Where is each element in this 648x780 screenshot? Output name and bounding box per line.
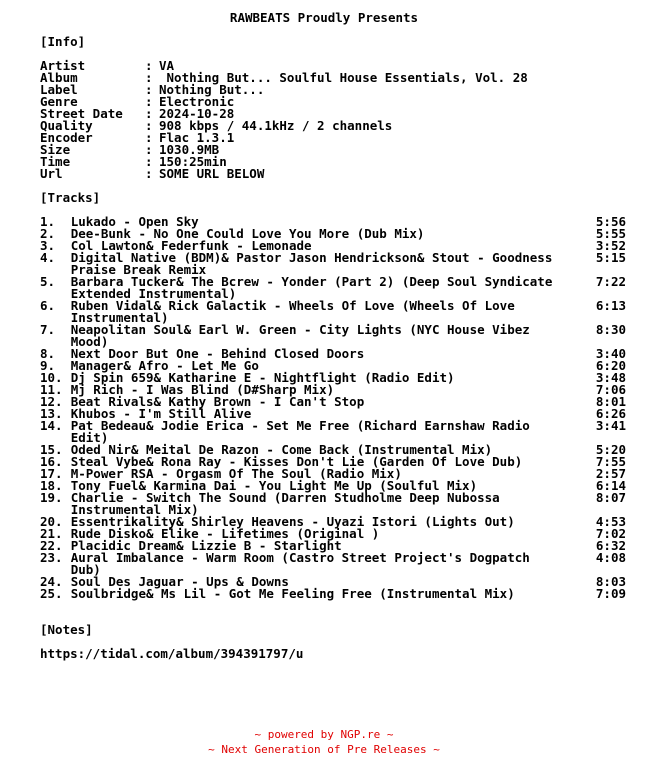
info-value: SOME URL BELOW (159, 166, 265, 181)
tracklist (40, 216, 638, 600)
track-number: 21. (40, 526, 63, 541)
track-number: 6. (40, 298, 56, 313)
track-title: Dee-Bunk - No One Could Love You More (Dub Mix) (70, 226, 425, 241)
track-number: 2. (40, 226, 56, 241)
track-duration: 7:02 (595, 526, 626, 541)
track-title: Digital Native (BDM)& Pastor Jason Hendrickson& Stout - Goodness Praise Break Remix (70, 250, 553, 277)
track-duration: 7:55 (595, 454, 626, 469)
track-title: Steal Vybe& Rona Ray - Kisses Don't Lie (Garden Of Love Dub) (70, 454, 523, 469)
tracks-heading: [Tracks] (40, 190, 101, 205)
nfo-header: RAWBEATS Proudly Presents (229, 10, 419, 25)
info-key: Size (40, 142, 71, 157)
track-number: 12. (40, 394, 63, 409)
track-duration: 5:56 (595, 214, 626, 229)
track-row (40, 420, 638, 444)
info-row (40, 72, 528, 84)
info-separator: : (145, 106, 153, 121)
track-number: 11. (40, 382, 63, 397)
track-duration: 8:01 (595, 394, 626, 409)
info-separator: : (145, 154, 153, 169)
track-title: Aural Imbalance - Warm Room (Castro Street Project's Dogpatch Dub) (70, 550, 530, 577)
track-number: 4. (40, 250, 56, 265)
track-number: 8. (40, 346, 56, 361)
info-separator: : (145, 166, 153, 181)
info-row (40, 168, 528, 180)
info-value: Nothing But... (159, 82, 265, 97)
track-title: Dj Spin 659& Katharine E - Nightflight (Radio Edit) (70, 370, 455, 385)
track-number: 9. (40, 358, 56, 373)
track-title: Beat Rivals& Kathy Brown - I Can't Stop (70, 394, 365, 409)
track-duration: 4:08 (595, 550, 626, 565)
info-key: Album (40, 70, 78, 85)
track-title: Col Lawton& Federfunk - Lemonade (70, 238, 312, 253)
info-heading: [Info] (40, 34, 86, 49)
track-duration: 3:41 (595, 418, 626, 433)
info-row (40, 84, 528, 96)
track-duration: 3:40 (595, 346, 626, 361)
footer-powered-by: ~ powered by NGP.re ~ (254, 728, 394, 741)
track-duration: 6:14 (595, 478, 626, 493)
info-row (40, 144, 528, 156)
track-duration: 3:48 (595, 370, 626, 385)
info-separator: : (145, 70, 153, 85)
track-title: M-Power RSA - Orgasm Of The Soul (Radio Mix) (70, 466, 402, 481)
track-title: Mj Rich - I Was Blind (D#Sharp Mix) (70, 382, 335, 397)
track-number: 7. (40, 322, 56, 337)
info-key: Url (40, 166, 63, 181)
track-title: Tony Fuel& Karmina Dai - You Light Me Up (Soulful Mix) (70, 478, 478, 493)
info-separator: : (145, 118, 153, 133)
info-key: Time (40, 154, 71, 169)
info-value: 2024-10-28 (159, 106, 235, 121)
track-number: 22. (40, 538, 63, 553)
track-title: Khubos - I'm Still Alive (70, 406, 252, 421)
track-duration: 8:03 (595, 574, 626, 589)
info-value: Electronic (159, 94, 235, 109)
track-number: 10. (40, 370, 63, 385)
info-separator: : (145, 82, 153, 97)
track-title: Next Door But One - Behind Closed Doors (70, 346, 365, 361)
track-title: Lukado - Open Sky (70, 214, 199, 229)
track-duration: 2:57 (595, 466, 626, 481)
track-row (40, 492, 638, 516)
info-block (40, 60, 528, 180)
track-duration: 7:06 (595, 382, 626, 397)
track-duration: 5:15 (595, 250, 626, 265)
track-number: 25. (40, 586, 63, 601)
track-duration: 6:13 (595, 298, 626, 313)
track-duration: 8:30 (595, 322, 626, 337)
track-number: 18. (40, 478, 63, 493)
track-duration: 5:20 (595, 442, 626, 457)
track-title: Soulbridge& Ms Lil - Got Me Feeling Free (Instrumental Mix) (70, 586, 515, 601)
info-key: Encoder (40, 130, 93, 145)
track-title: Soul Des Jaguar - Ups & Downs (70, 574, 289, 589)
info-separator: : (145, 142, 153, 157)
track-title: Barbara Tucker& The Bcrew - Yonder (Part 2) (Deep Soul Syndicate Extended Instrumental) (70, 274, 553, 301)
info-key: Street Date (40, 106, 123, 121)
track-number: 20. (40, 514, 63, 529)
track-title: Charlie - Switch The Sound (Darren Studholme Deep Nubossa Instrumental Mix) (70, 490, 500, 517)
notes-heading: [Notes] (40, 622, 93, 637)
track-number: 24. (40, 574, 63, 589)
info-row (40, 132, 528, 144)
info-key: Artist (40, 58, 86, 73)
info-key: Label (40, 82, 78, 97)
track-duration: 6:26 (595, 406, 626, 421)
track-row (40, 252, 638, 276)
info-value: 908 kbps / 44.1kHz / 2 channels (159, 118, 393, 133)
track-number: 16. (40, 454, 63, 469)
info-key: Quality (40, 118, 93, 133)
track-title: Pat Bedeau& Jodie Erica - Set Me Free (Richard Earnshaw Radio Edit) (70, 418, 530, 445)
track-row (40, 324, 638, 348)
track-title: Ruben Vidal& Rick Galactik - Wheels Of Love (Wheels Of Love Instrumental) (70, 298, 515, 325)
info-key: Genre (40, 94, 78, 109)
track-title: Oded Nir& Meital De Razon - Come Back (Instrumental Mix) (70, 442, 493, 457)
track-title: Rude Disko& Elike - Lifetimes (Original ) (70, 526, 380, 541)
track-number: 5. (40, 274, 56, 289)
notes-link[interactable]: https://tidal.com/album/394391797/u (40, 646, 304, 661)
info-separator: : (145, 94, 153, 109)
info-value: 150:25min (159, 154, 227, 169)
track-duration: 5:55 (595, 226, 626, 241)
track-title: Essentrikality& Shirley Heavens - Uyazi Istori (Lights Out) (70, 514, 515, 529)
track-row (40, 300, 638, 324)
track-title: Placidic Dream& Lizzie B - Starlight (70, 538, 342, 553)
track-number: 17. (40, 466, 63, 481)
track-row (40, 552, 638, 576)
track-title: Neapolitan Soul& Earl W. Green - City Lights (NYC House Vibez Mood) (70, 322, 530, 349)
track-duration: 3:52 (595, 238, 626, 253)
info-separator: : (145, 58, 153, 73)
track-title: Manager& Afro - Let Me Go (70, 358, 259, 373)
track-duration: 7:09 (595, 586, 626, 601)
footer-tagline: ~ Next Generation of Pre Releases ~ (208, 743, 440, 756)
track-duration: 7:22 (595, 274, 626, 289)
info-row (40, 120, 528, 132)
info-value: VA (159, 58, 175, 73)
track-number: 19. (40, 490, 63, 505)
track-number: 23. (40, 550, 63, 565)
track-number: 13. (40, 406, 63, 421)
info-row (40, 156, 528, 168)
track-row (40, 588, 638, 600)
track-duration: 6:32 (595, 538, 626, 553)
track-duration: 6:20 (595, 358, 626, 373)
track-number: 3. (40, 238, 56, 253)
info-value: Nothing But... Soulful House Essentials, Vol. 28 (159, 70, 528, 85)
notes-url[interactable] (40, 648, 303, 660)
track-duration: 8:07 (595, 490, 626, 505)
info-separator: : (145, 130, 153, 145)
info-value: Flac 1.3.1 (159, 130, 235, 145)
track-duration: 4:53 (595, 514, 626, 529)
track-number: 15. (40, 442, 63, 457)
track-row (40, 276, 638, 300)
info-value: 1030.9MB (159, 142, 220, 157)
track-number: 14. (40, 418, 63, 433)
track-number: 1. (40, 214, 56, 229)
